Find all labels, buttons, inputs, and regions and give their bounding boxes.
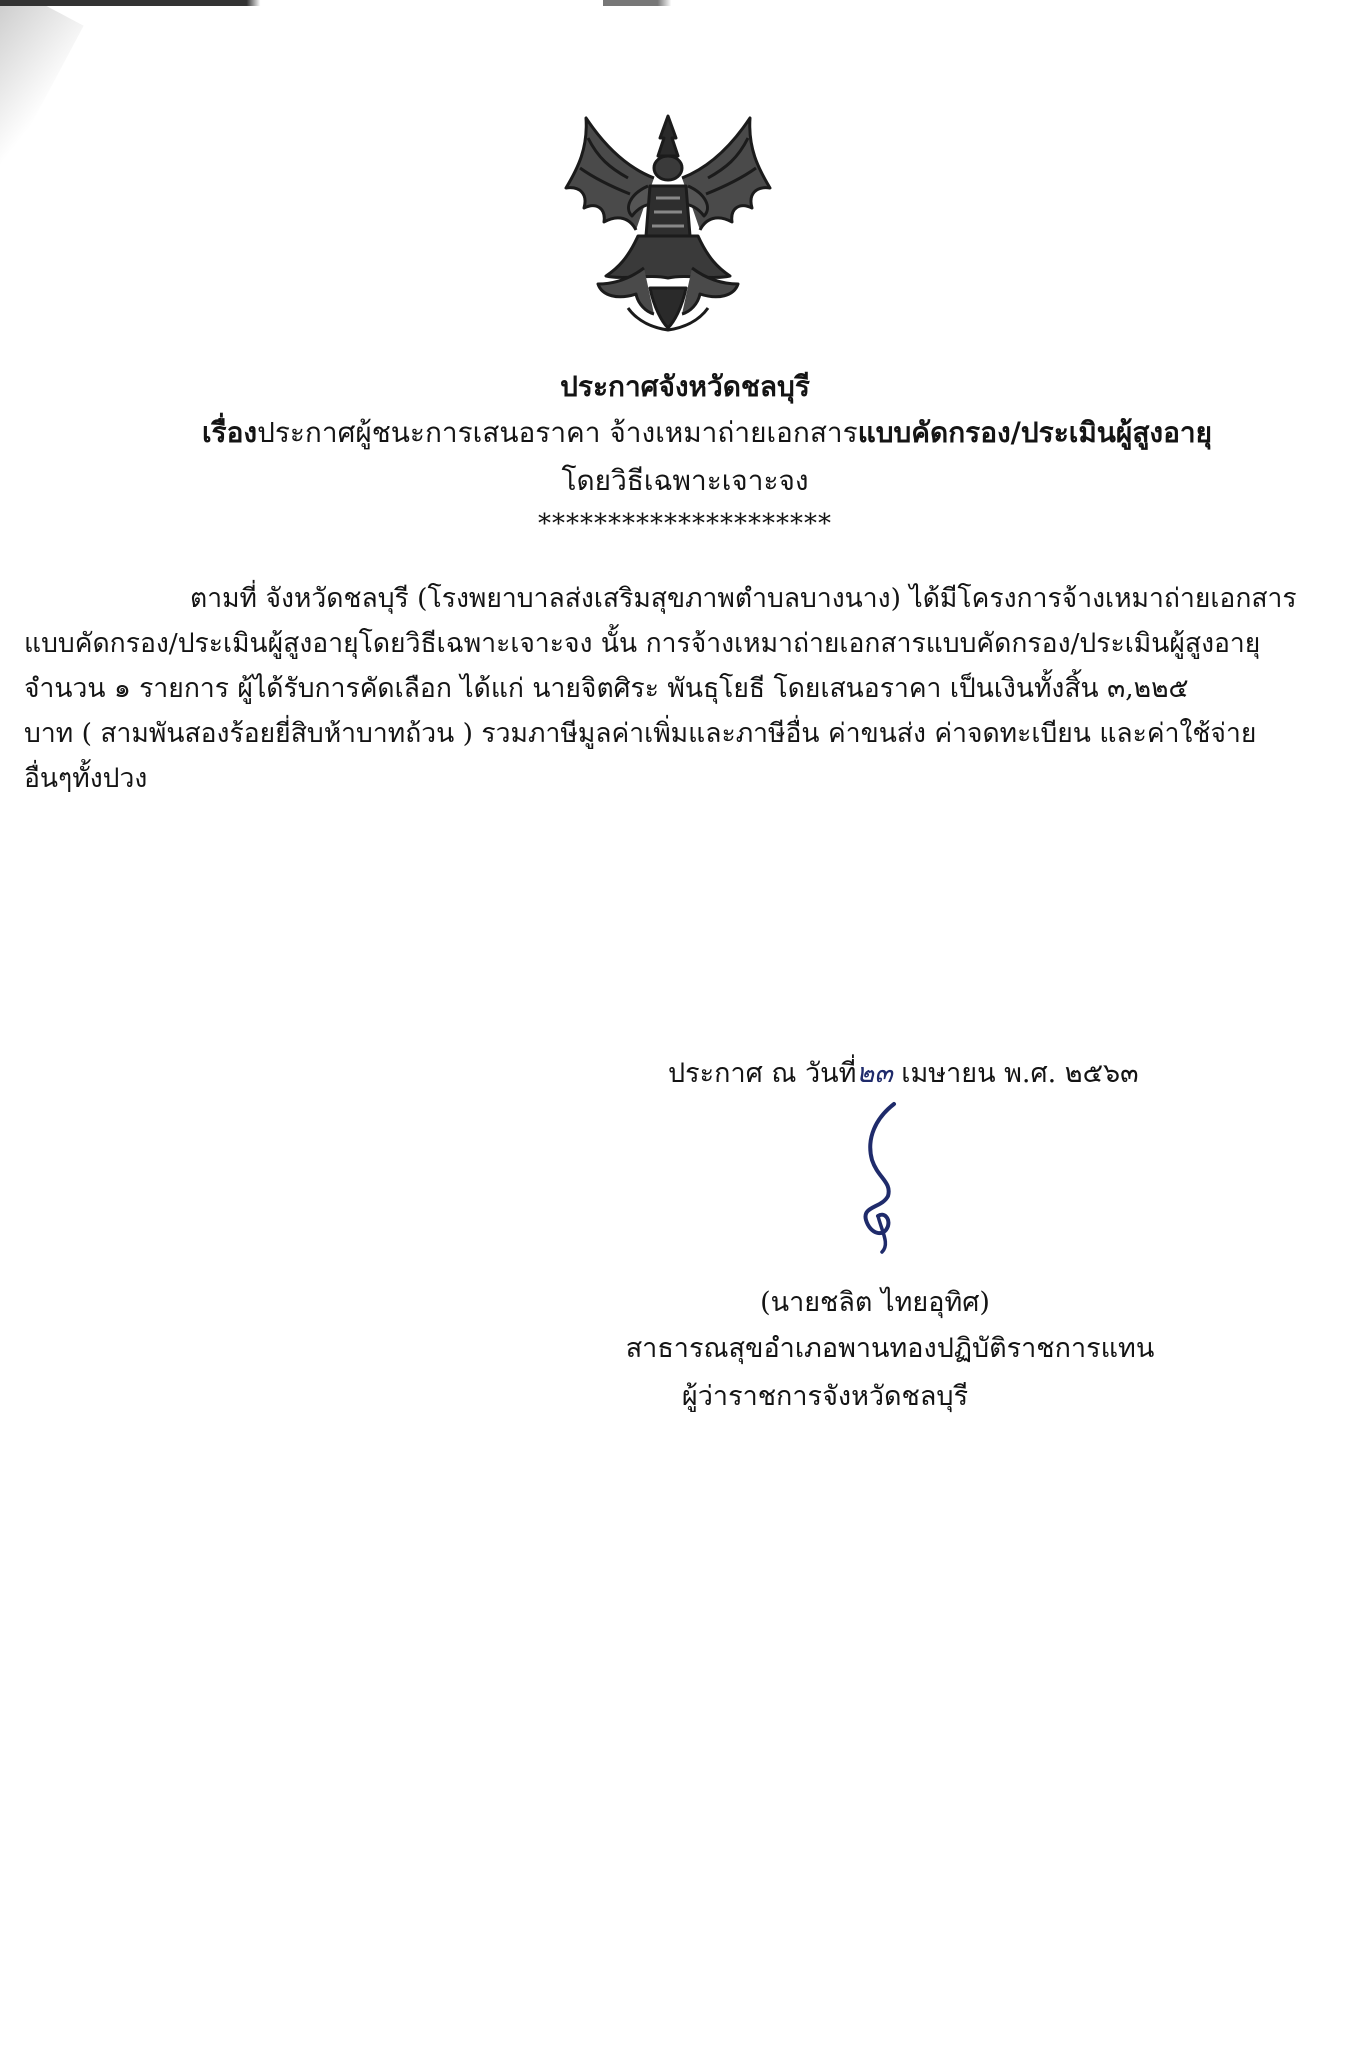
announcement-date bbox=[668, 1053, 1139, 1095]
signatory-title: สาธารณสุขอำเภอพานทองปฏิบัติราชการแทน bbox=[625, 1333, 1155, 1364]
announcement-title: ประกาศจังหวัดชลบุรี bbox=[560, 370, 810, 403]
garuda-emblem-icon bbox=[558, 108, 778, 333]
body-line: แบบคัดกรอง/ประเมินผู้สูงอายุโดยวิธีเฉพาะเจาะจง นั้น การจ้างเหมาถ่ายเอกสารแบบคัดกรอง/ประเมินผู้สูงอายุ bbox=[24, 628, 1261, 659]
scan-top-edge bbox=[0, 0, 1370, 6]
handwritten-signature bbox=[838, 1098, 918, 1256]
subject-bold-text: แบบคัดกรอง/ประเมินผู้สูงอายุ bbox=[857, 416, 1213, 449]
announcement-subject bbox=[22, 413, 1370, 453]
title-separator: ********************* bbox=[538, 509, 832, 539]
signatory-title: ผู้ว่าราชการจังหวัดชลบุรี bbox=[681, 1381, 969, 1412]
scan-shadow bbox=[0, 0, 84, 397]
body-line: บาท ( สามพันสองร้อยยี่สิบห้าบาทถ้วน ) รวมภาษีมูลค่าเพิ่มและภาษีอื่น ค่าขนส่ง ค่าจดทะเบียน และค่าใช้จ่าย bbox=[24, 718, 1257, 749]
subject-label: เรื่อง bbox=[201, 416, 258, 449]
date-month-year: เมษายน พ.ศ. ๒๕๖๓ bbox=[892, 1058, 1139, 1089]
date-prefix: ประกาศ ณ วันที่ bbox=[668, 1058, 857, 1089]
body-line: จำนวน ๑ รายการ ผู้ได้รับการคัดเลือก ได้แก่ นายจิตศิระ พันธุโยธี โดยเสนอราคา เป็นเงินทั้งสิ้น ๓,๒๒๕ bbox=[24, 673, 1189, 704]
body-line: อื่นๆทั้งปวง bbox=[24, 763, 148, 794]
date-day-handwritten: ๒๓ bbox=[856, 1058, 893, 1089]
subject-text: ประกาศผู้ชนะการเสนอราคา จ้างเหมาถ่ายเอกสาร bbox=[257, 416, 858, 449]
signatory-name: (นายชลิต ไทยอุทิศ) bbox=[760, 1287, 990, 1318]
body-line: ตามที่ จังหวัดชลบุรี (โรงพยาบาลส่งเสริมสุขภาพตำบลบางนาง) ได้มีโครงการจ้างเหมาถ่ายเอกสาร bbox=[190, 583, 1297, 614]
announcement-method: โดยวิธีเฉพาะเจาะจง bbox=[561, 464, 809, 497]
